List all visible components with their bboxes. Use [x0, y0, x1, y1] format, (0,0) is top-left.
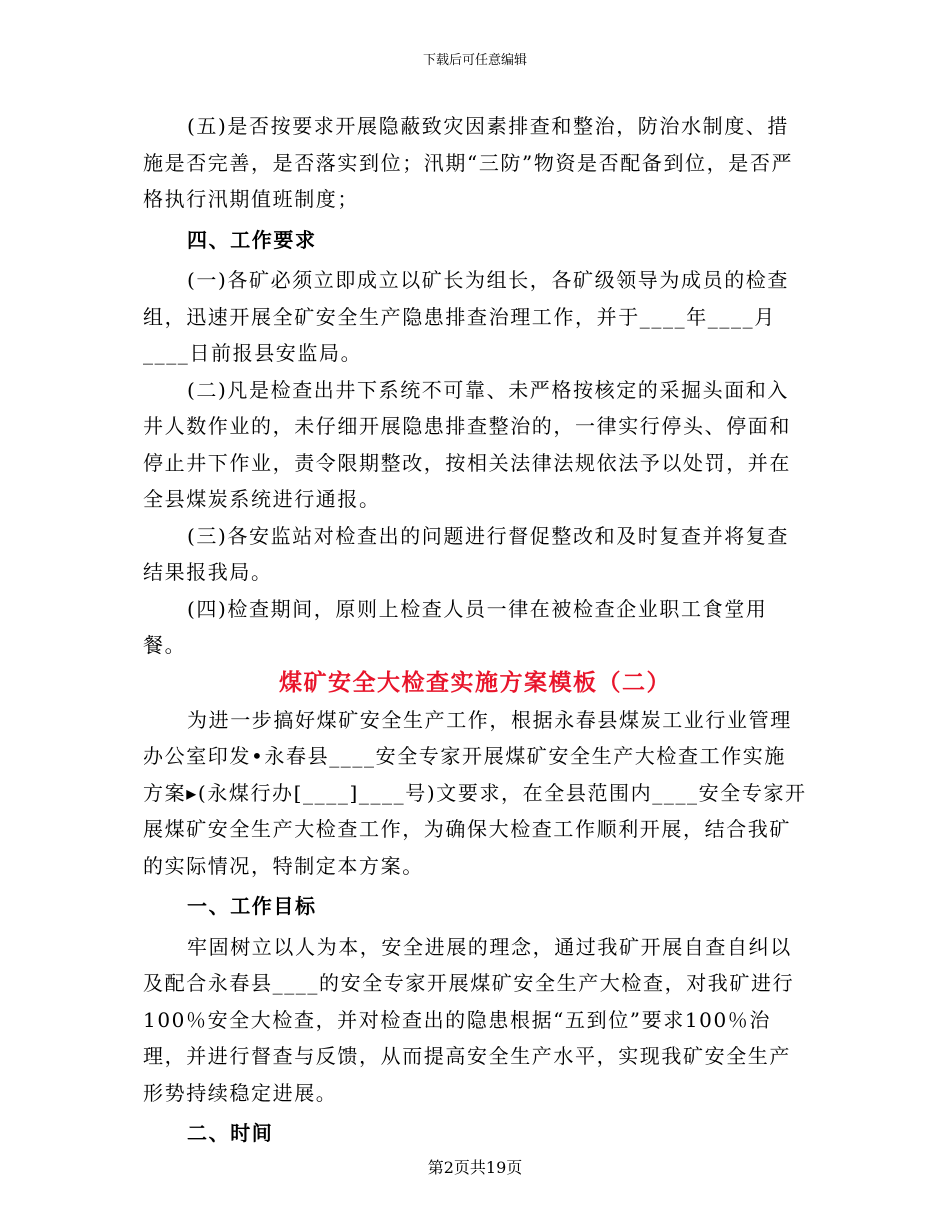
- paragraph-requirement-3: (三)各安监站对检查出的问题进行督促整改和及时复查并将复查结果报我局。: [143, 523, 790, 584]
- paragraph-requirement-4: (四)检查期间，原则上检查人员一律在被检查企业职工食堂用餐。: [143, 596, 768, 657]
- section-heading-time: 二、时间: [187, 1121, 274, 1145]
- page-number: 第2页共19页: [427, 1158, 523, 1177]
- section-heading-work-goal: 一、工作目标: [187, 894, 317, 918]
- paragraph-requirement-2: (二)凡是检查出井下系统不可靠、未严格按核定的采掘头面和入井人数作业的，未仔细开展隐患排查整治的，一律实行停头、停面和停止井下作业，责令限期整改，按相关法律法规依法予以处罚，并在全县煤炭系统进行通报。: [143, 377, 791, 511]
- paragraph-requirement-1: (一)各矿必须立即成立以矿长为组长，各矿级领导为成员的检查组，迅速开展全矿安全生产隐患排查治理工作，并于____年____月____日前报县安监局。: [143, 268, 790, 365]
- document-title-2: 煤矿安全大检查实施方案模板（二）: [279, 669, 671, 696]
- section-heading-work-requirements: 四、工作要求: [187, 227, 317, 252]
- document-body: [143, 108, 807, 1156]
- paragraph-work-goal: 牢固树立以人为本，安全进展的理念，通过我矿开展自查自纠以及配合永春县____的安全专家开展煤矿安全生产大检查，对我矿进行100％安全大检查，并对检查出的隐患根据“五到位”要求100％治理，并进行督查与反馈，从而提高安全生产水平，实现我矿安全生产形势持续稳定进展。: [143, 934, 795, 1105]
- paragraph-item-5: (五)是否按要求开展隐蔽致灾因素排查和整治，防治水制度、措施是否完善，是否落实到位；汛期“三防”物资是否配备到位，是否严格执行汛期值班制度；: [143, 114, 794, 211]
- page-header-note: 下载后可任意编辑: [422, 53, 527, 68]
- paragraph-intro: 为进一步搞好煤矿安全生产工作，根据永春县煤炭工业行业管理办公室印发•永春县____安全专家开展煤矿安全生产大检查工作实施方案▸(永煤行办[____]____号)文要求，在全县范围内____安全专家开展煤矿安全生产大检查工作，为确保大检查工作顺利开展，结合我矿的实际情况，特制定本方案。: [143, 707, 807, 878]
